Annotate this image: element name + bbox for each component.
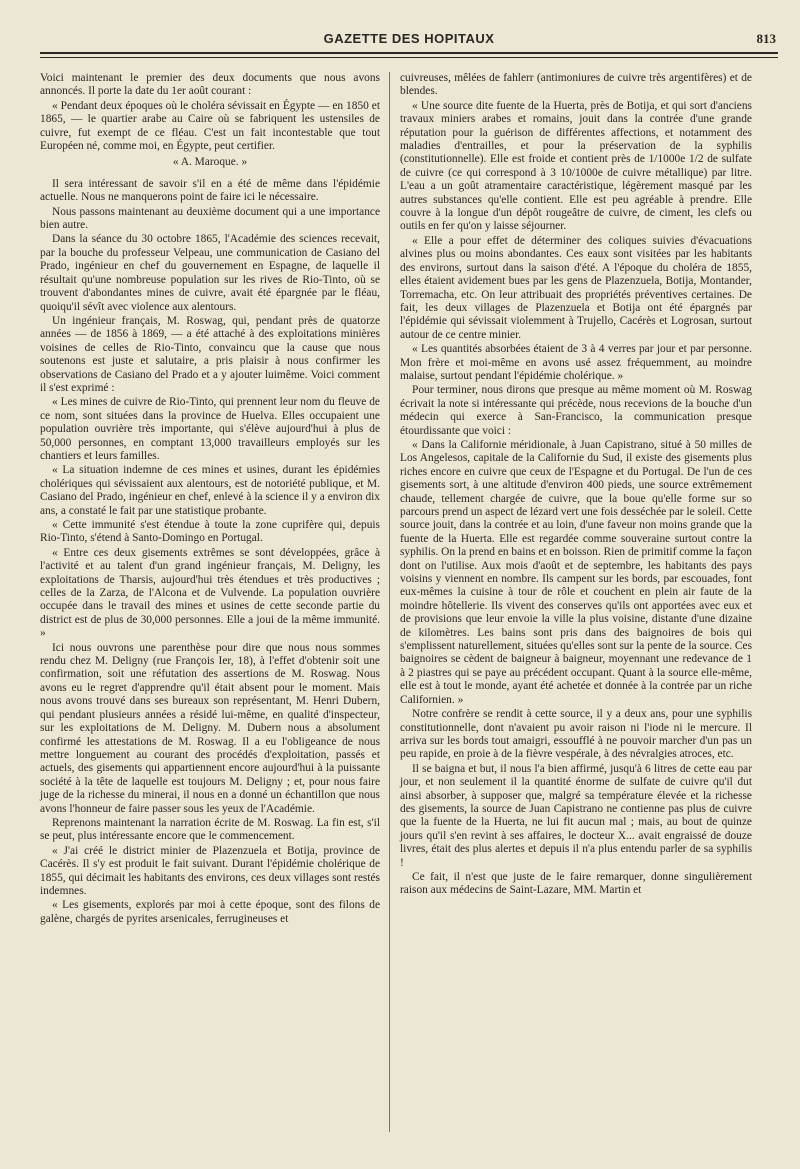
paragraph: Nous passons maintenant au deuxième document qui a une importance bien autre. (40, 205, 380, 232)
paragraph: « Dans la Californie méridionale, à Juan Capistrano, situé à 50 milles de Los Angelesos, capitale de la Californie du Sud, il existe des gisements plus riches encore en cuivre que ceux de l'Espagne et du Portugal. De l'un de ces gisements sort, à une altitude d'environ 400 pieds, une source extrêmement chaude, tellement chargée de cuivre, que la boue qu'elle forme sur so parcours prend un aspect de lézard vert une fois desséchée par le soleil. Cette source jouit, dans la contrée et au loin, d'une faveur non moins grande que la fuente de la Huerta. Elle est regardée comme souveraine surtout contre la syphilis. On la prend en bains et en boisson. Rien de primitif comme la façon dont on l'utilise. Aux mois d'août et de septembre, les habitants des pays voisins y viennent en nombre. Ils campent sur les bords, par escouades, font eux-mêmes la cuisine à tour de rôle et couchent en plein air faute de la moindre hôtellerie. Ils vivent des conserves qu'ils ont apportées avec eux et de provisions que leur envoie la ville la plus voisine, distante d'une dizaine de kilomètres. Les bains sont pris dans des baignoires de bois qui s'emplissent naturellement, situées qu'elles sont sur la pente de la source. Ces baignoires se cèdent de baigneur à baigneur, moyennant une redevance de 1 à 2 piastres qui se paye au précédent occupant. Quant à la source elle-même, elle est à tout le monde, ayant été achetée et donnée à la contrée par un riche Californien. » (400, 438, 752, 706)
page-number: 813 (756, 31, 776, 46)
paragraph: « La situation indemne de ces mines et usines, durant les épidémies cholériques qui sévissaient aux alentours, est de notoriété publique, et M. Casiano del Prado, ingénieur en chef, enlevé à la science il y a environ dix ans, a constaté le fait par une statistique probante. (40, 464, 380, 517)
paragraph: cuivreuses, mêlées de fahlerr (antimoniures de cuivre très argentifères) et de blendes. (400, 72, 752, 98)
signature: « A. Maroque. » (172, 156, 248, 169)
paragraph: Un ingénieur français, M. Roswag, qui, pendant près de quatorze années — de 1856 à 1869, — a été attaché à des exploitations minières voisines de celles de Rio-Tinto, convaincu que la cause que nous soutenons est juste et salutaire, a pris plaisir à nous confirmer les observations de Casiano del Prado et a y ajouter luimême. Voici comment il s'est exprimé : (40, 314, 380, 394)
left-column (40, 72, 380, 927)
paragraph: Ici nous ouvrons une parenthèse pour dire que nous nous sommes rendu chez M. Deligny (rue François Ier, 18), à l'effet d'obtenir soit une confirmation, soit une réfutation des assertions de M. Roswag. Nous avons eu le regret d'apprendre qu'il était absent pour le moment. Mais nous avons trouvé dans ses bureaux son représentant, M. Henri Dubern, qui pendant plusieurs années a résidé lui-même, en qualité d'inspecteur, sur les exploitations de M. Deligny. M. Dubern nous a absolument confirmé les attestations de M. Roswag. Il a eu l'obligeance de nous mettre longuement au courant des procédés d'exploitation, passés et actuels, des gisements qui appartiennent encore aujourd'hui à la puissante société à la tête de laquelle est toujours M. Deligny ; et, pour nous faire juge de la richesse du minerai, il nous en a donné un échantillon que nous avons l'honneur de faire passer sous les yeux de l'Académie. (40, 641, 380, 815)
paragraph: « Elle a pour effet de déterminer des coliques suivies d'évacuations alvines plus ou moins abondantes. Ces eaux sont visitées par les habitants des environs, surtout dans la saison d'été. A l'époque du choléra de 1855, elles étaient avidement bues par les gens de Plazenzuela, Botija, Montander, Torremacha, etc. On leur attribuait des propriétés préventives certaines. De fait, les deux villages de Plazenzuela et Botija ont été épargnés par l'épidémie qui sévissait violemment à Trujello, Cacérès et Logrosan, surtout autour de ce centre minier. (400, 234, 752, 341)
paragraph: « J'ai créé le district minier de Plazenzuela et Botija, province de Cacérès. Il s'y est produit le fait suivant. Durant l'épidémie cholérique de 1855, qui décimait les habitants des environs, ces deux villages sont restés indemnes. (40, 844, 380, 897)
paragraph: Il sera intéressant de savoir s'il en a été de même dans l'épidémie actuelle. Nous ne manquerons point de faire ici le nécessaire. (40, 177, 380, 204)
header-rule-thin (40, 57, 778, 58)
paragraph: « Entre ces deux gisements extrêmes se sont développées, grâce à l'activité et au talent d'un grand ingénieur français, M. Deligny, les exploitations de Tharsis, aujourd'hui très étendues et très productives ; celles de la Zarza, de l'Alcona et de Vulvende. La population ouvrière occupée dans le travail des mines et usines de cette seconde partie du district est de plus de 30,000 personnes. Elle a joui de la même immunité. » (40, 546, 380, 640)
paragraph: « Pendant deux époques où le choléra sévissait en Égypte — en 1850 et 1865, — le quartier arabe au Caire où se fabriquent les ustensiles de cuivre, fut exempt de ce fléau. C'est un fait incontestable que tout Européen né, comme moi, en Égypte, peut certifier. (40, 99, 380, 153)
paragraph: Voici maintenant le premier des deux documents que nous avons annoncés. Il porte la date du 1er août courant : (40, 72, 380, 98)
paragraph: « Cette immunité s'est étendue à toute la zone cuprifère qui, depuis Rio-Tinto, s'étend à Santo-Domingo en Portugal. (40, 519, 380, 545)
paragraph: Notre confrère se rendit à cette source, il y a deux ans, pour une syphilis constitutionnelle, dont n'avaient pu avoir raison ni l'iode ni le mercure. Il arriva sur les bords tout amaigri, essoufflé à ne pouvoir marcher d'un pas un peu rapide, en proie à de la fièvre vespérale, à des névralgies atroces, etc. (400, 708, 752, 761)
paragraph: « Les quantités absorbées étaient de 3 à 4 verres par jour et par personne. Mon frère et moi-même en avons usé assez fréquemment, au moindre malaise, surtout pendant l'épidémie cholérique. » (400, 343, 752, 382)
paragraph: « Une source dite fuente de la Huerta, près de Botija, et qui sort d'anciens travaux miniers arabes et romains, jouit dans la contrée d'une grande réputation pour la guérison de différentes affections, et notamment des maladies d'entrailles, et pour la préservation de la syphilis (constitutionnelle). Elle est froide et contient près de 1/1000e 1/2 de sulfate de cuivre (ce qui correspond à 3 10/1000e de cuivre métallique) par litre. L'eau a un goût atramentaire caractéristique, légèrement masqué par les autres substances qu'elle contient. Elle est peu agréable à prendre. Elle couvre à la longue d'un dépôt rougeâtre de cuivre, de ciment, les clefs ou outils en fer qu'on y laisse séjourner. (400, 99, 752, 233)
right-column (400, 72, 752, 899)
column-divider (389, 72, 390, 1132)
paragraph: Dans la séance du 30 octobre 1865, l'Académie des sciences recevait, par la bouche du professeur Velpeau, une communication de Casiano del Prado, ingénieur en chef du gouvernement en Espagne, de laquelle il résultait qu'une nombreuse population sur les rives de Rio-Tinto, où se trouvent d'abondantes mines de cuivre, avait été épargnée par le fléau, quoiqu'il sévît avec violence aux alentours. (40, 233, 380, 313)
paragraph: Reprenons maintenant la narration écrite de M. Roswag. La fin est, s'il se peut, plus intéressante encore que le commencement. (40, 816, 380, 843)
paragraph: Pour terminer, nous dirons que presque au même moment où M. Roswag écrivait la note si intéressante qui précède, nous recevions de la bouche d'un médecin qui exerce à San-Francisco, la communication presque étourdissante que voici : (400, 384, 752, 437)
page-header (40, 28, 778, 50)
header-rule-thick (40, 52, 778, 54)
paragraph: « Les mines de cuivre de Rio-Tinto, qui prennent leur nom du fleuve de ce nom, sont situées dans la province de Huelva. Elles occupaient une population ouvrière très importante, qui s'élève aujourd'hui à plus de 50,000 personnes, en comptant 13,000 travailleurs employés sur les chantiers et leurs familles. (40, 396, 380, 462)
paragraph: Ce fait, il n'est que juste de le faire remarquer, donne singulièrement raison aux médecins de Saint-Lazare, MM. Martin et (400, 870, 752, 897)
paragraph: Il se baigna et but, il nous l'a bien affirmé, jusqu'à 6 litres de cette eau par jour, et non seulement il la quantité énorme de sulfate de cuivre qu'il dut ainsi absorber, à supposer que, malgré sa température élevée et la richesse des gisements, la source de Juan Capistrano ne contienne pas plus de cuivre que la fuente de la Huerta, ne lui fit aucun mal ; mais, au bout de quinze jours qu'il s'en revint à ses affaires, le docteur X... avait engraissé de douze livres, était des plus alertes et depuis il n'a plus entendu parler de sa syphilis ! (400, 762, 752, 869)
journal-title: GAZETTE DES HOPITAUX (323, 31, 495, 46)
paragraph: « Les gisements, explorés par moi à cette époque, sont des filons de galène, chargés de pyrites arsenicales, ferrugineuses et (40, 899, 380, 925)
